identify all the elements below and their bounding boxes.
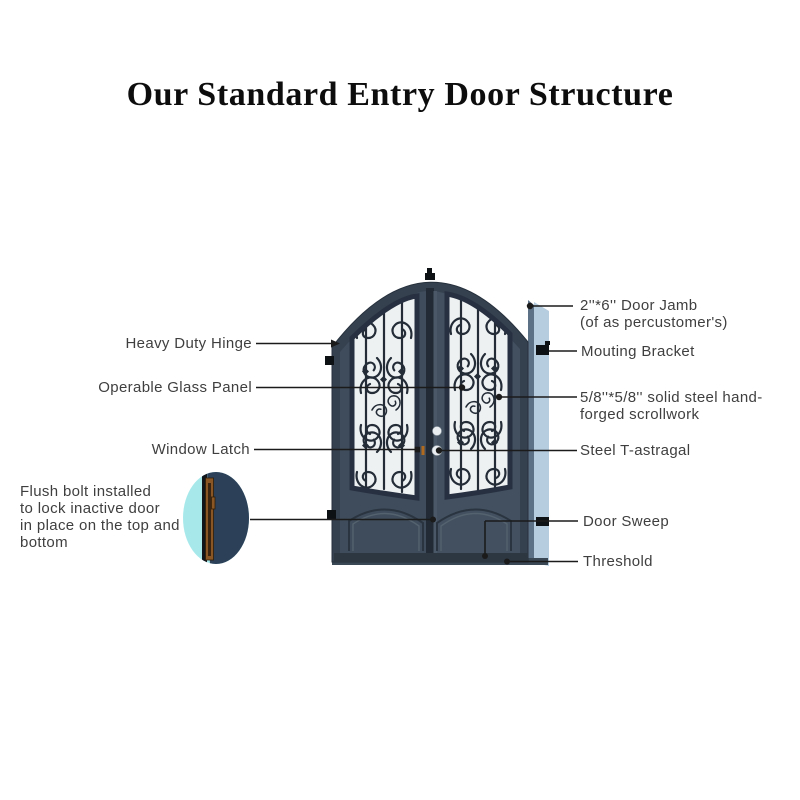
heavy-duty-hinge-lower: [327, 510, 336, 519]
heavy-duty-hinge-upper: [325, 356, 334, 365]
steel-t-astragal-bar: [426, 288, 434, 556]
label-mounting-bracket: Mouting Bracket: [581, 343, 695, 360]
label-operable-glass-panel: Operable Glass Panel: [98, 379, 252, 396]
window-latch-handle: [422, 446, 425, 455]
flush-bolt-inset: [183, 470, 250, 566]
label-door-jamb: 2''*6'' Door Jamb (of as percustomer's): [580, 297, 728, 331]
label-scrollwork: 5/8''*5/8'' solid steel hand- forged scrollwork: [580, 389, 763, 423]
label-heavy-duty-hinge: Heavy Duty Hinge: [125, 335, 252, 352]
mounting-bracket: [536, 345, 549, 355]
label-threshold: Threshold: [583, 553, 653, 570]
label-steel-t-astragal: Steel T-astragal: [580, 442, 691, 459]
page-title: Our Standard Entry Door Structure: [126, 76, 674, 113]
door-jamb-strip: [528, 300, 549, 566]
label-flush-bolt-note: Flush bolt installed to lock inactive door in place on the top and bottom: [20, 483, 180, 551]
label-door-sweep: Door Sweep: [583, 513, 670, 530]
label-window-latch: Window Latch: [151, 441, 250, 458]
deadbolt-knob: [433, 427, 442, 436]
leader-heavy-duty-hinge: [256, 340, 340, 348]
top-mounting-bracket: [425, 273, 435, 280]
